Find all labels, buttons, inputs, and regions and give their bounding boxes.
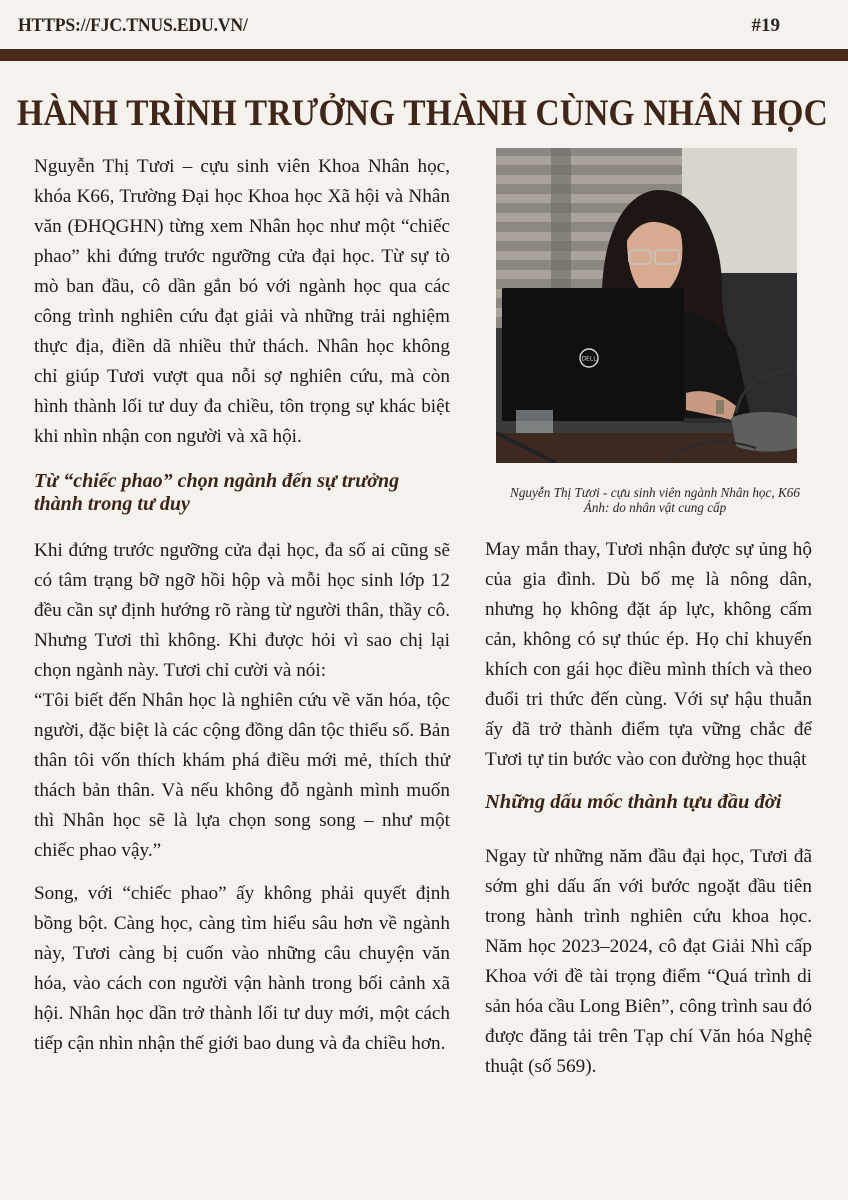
page-header [0, 0, 848, 49]
page-number: #19 [751, 15, 780, 36]
portrait-illustration [496, 148, 797, 463]
portrait-photo [496, 148, 797, 463]
quote-paragraph: “Tôi biết đến Nhân học là nghiên cứu về văn hóa, tộc người, đặc biệt là các cộng đồng dân tộc thiểu số. Bản thân tôi vốn thích khám phá điều mới mẻ, thích thử thách bản thân. Và nếu không đỗ ngành mình muốn thì Nhân học sẽ là lựa chọn song song – như một chiếc phao vậy.” [34, 690, 450, 861]
laptop-logo: DELL [581, 355, 597, 363]
photo-caption [470, 485, 840, 515]
body-paragraph: Song, với “chiếc phao” ấy không phải quyết định bồng bột. Càng học, càng tìm hiểu sâu hơn về ngành này, Tươi càng bị cuốn vào những câu chuyện văn hóa, vào cách con người vận hành trong bối cảnh xã hội. Nhân học dần trở thành lối tư duy mới, một cách tiếp cận nhìn nhận thế giới bao dung và đa chiều hơn. [34, 883, 450, 1054]
body-paragraph: Khi đứng trước ngưỡng cửa đại học, đa số ai cũng sẽ có tâm trạng bỡ ngỡ hồi hộp và mỗi học sinh lớp 12 đều cần sự định hướng rõ ràng từ người thân, thầy cô. Nhưng Tươi thì không. Khi được hỏi vì sao chị lại chọn ngành này. Tươi chỉ cười và nói: [34, 540, 450, 681]
right-column [485, 535, 812, 1082]
photo-credit: Ảnh: do nhân vật cung cấp [583, 500, 727, 515]
caption-line: Nguyễn Thị Tươi - cựu sinh viên ngành Nhân học, K66 [510, 485, 800, 500]
header-divider-bar [0, 49, 848, 61]
article-title: HÀNH TRÌNH TRƯỞNG THÀNH CÙNG NHÂN HỌC [17, 93, 829, 134]
section-heading: Từ “chiếc phao” chọn ngành đến sự trưởng thành trong tư duy [34, 470, 400, 515]
site-url[interactable]: HTTPS://FJC.TNUS.EDU.VN/ [18, 15, 248, 36]
body-paragraph: Ngay từ những năm đầu đại học, Tươi đã sớm ghi dấu ấn với bước ngoặt đầu tiên trong hành trình nghiên cứu khoa học. Năm học 2023–2024, cô đạt Giải Nhì cấp Khoa với đề tài trọng điểm “Quá trình di sản hóa cầu Long Biên”, công trình sau đó được đăng tải trên Tạp chí Văn hóa Nghệ thuật (số 569). [485, 846, 812, 1077]
body-paragraph: May mắn thay, Tươi nhận được sự ủng hộ của gia đình. Dù bố mẹ là nông dân, nhưng họ không đặt áp lực, không cấm cản, không có sự thúc ép. Họ chỉ khuyến khích con gái học điều mình thích và theo đuổi tri thức đến cùng. Với sự hậu thuẫn ấy đã trở thành điểm tựa vững chắc để Tươi tự tin bước vào con đường học thuật [485, 539, 812, 770]
left-column [34, 152, 450, 1059]
section-heading: Những dấu mốc thành tựu đầu đời [485, 791, 782, 813]
lead-paragraph: Nguyễn Thị Tươi – cựu sinh viên Khoa Nhân học, khóa K66, Trường Đại học Khoa học Xã hội và Nhân văn (ĐHQGHN) từng xem Nhân học như một “chiếc phao” khi đứng trước ngưỡng cửa đại học. Từ sự tò mò ban đầu, cô dần gắn bó với ngành học qua các công trình nghiên cứu đạt giải và những trải nghiệm thực địa, điền dã nhiều thử thách. Nhân học không chỉ giúp Tươi vượt qua nỗi sợ nghiên cứu, mà còn hình thành lối tư duy đa chiều, tôn trọng sự khác biệt khi nhìn nhận con người và xã hội. [34, 156, 450, 447]
